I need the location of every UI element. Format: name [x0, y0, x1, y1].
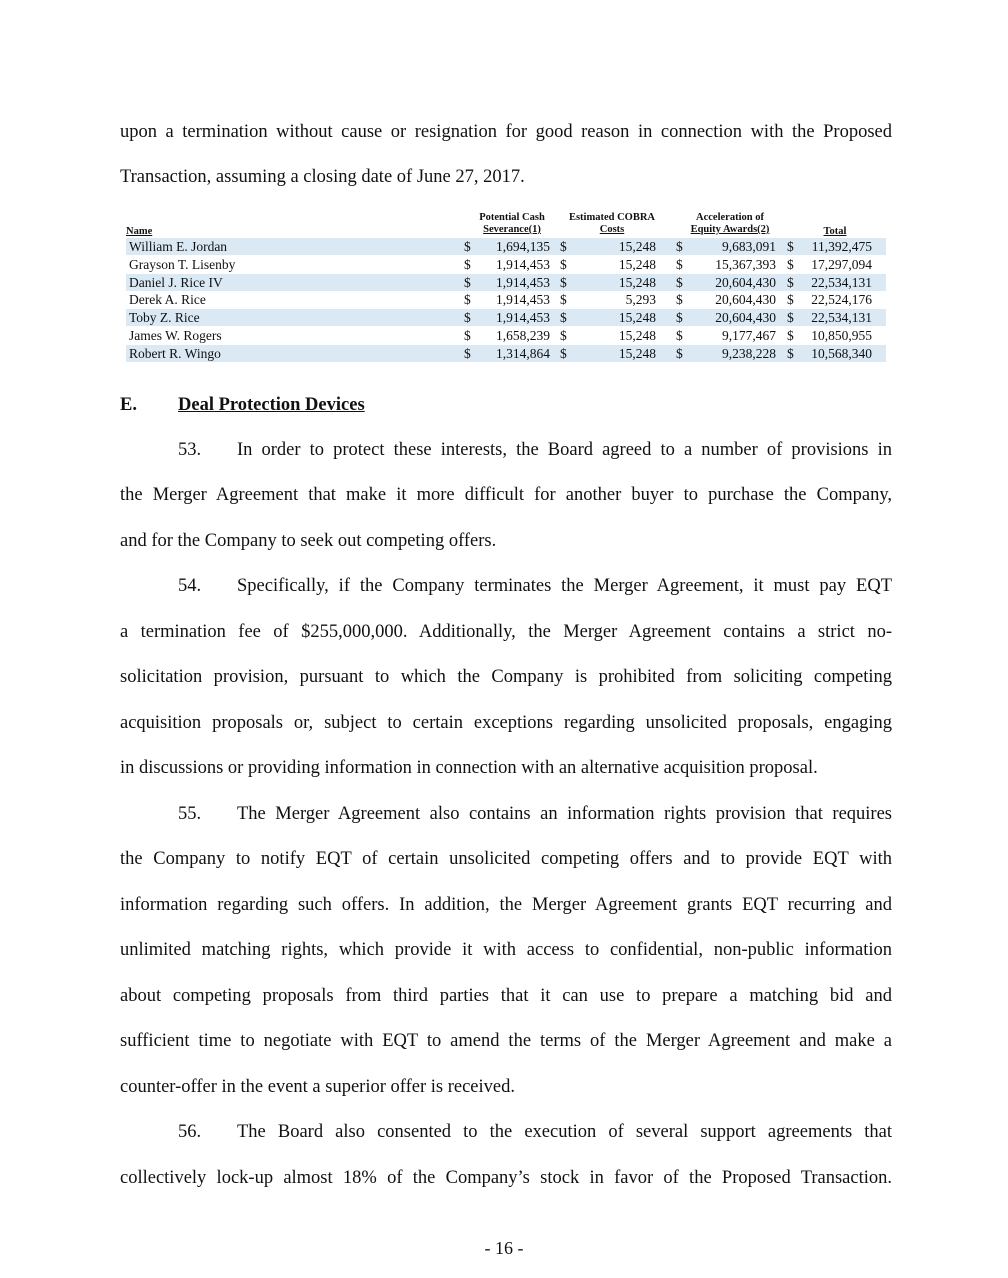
cell-total-currency: $ [787, 239, 794, 254]
para-56-number: 56. [178, 1122, 202, 1142]
section-letter: E. [120, 395, 137, 415]
cell-acceleration: 20,604,430 [715, 310, 776, 326]
table-row [126, 256, 886, 273]
cell-cobra: 5,293 [625, 292, 656, 308]
cell-accel-currency: $ [676, 256, 683, 272]
cell-accel-currency: $ [676, 345, 683, 361]
cell-acceleration: 9,683,091 [722, 239, 776, 254]
table-row [126, 291, 886, 308]
section-title: Deal Protection Devices [178, 395, 365, 415]
table-row [126, 274, 886, 291]
cell-name: William E. Jordan [129, 239, 228, 254]
cell-name: Derek A. Rice [129, 292, 206, 308]
para-53-line-3: and for the Company to seek out competing offers. [120, 531, 497, 551]
header-name: Name [126, 226, 153, 237]
cell-cobra-currency: $ [560, 274, 567, 290]
para-55-number: 55. [178, 804, 202, 824]
para-53-number: 53. [178, 440, 202, 460]
para-55-line-4: unlimited matching rights, which provide it with access to confidential, non-public information [120, 940, 892, 960]
cell-cobra-currency: $ [560, 328, 567, 343]
para-55-line-1: The Merger Agreement also contains an information rights provision that requires [237, 804, 892, 824]
cell-name: Grayson T. Lisenby [129, 256, 236, 272]
cell-total: 11,392,475 [811, 239, 872, 254]
cell-accel-currency: $ [676, 292, 683, 308]
intro-line-1: upon a termination without cause or resignation for good reason in connection with the Proposed [120, 122, 892, 142]
table-row [126, 327, 886, 344]
cell-cobra: 15,248 [618, 310, 656, 326]
para-55-line-6: sufficient time to negotiate with EQT to amend the terms of the Merger Agreement and make a [120, 1031, 892, 1051]
cell-accel-currency: $ [676, 239, 683, 254]
cell-total: 10,568,340 [811, 345, 872, 361]
cell-total-currency: $ [787, 310, 794, 326]
cell-cobra-currency: $ [560, 239, 567, 254]
cell-cash-currency: $ [464, 328, 471, 343]
cell-cobra-currency: $ [560, 292, 567, 308]
para-54-line-4: acquisition proposals or, subject to certain exceptions regarding unsolicited proposals, engaging [120, 713, 892, 733]
cell-total: 10,850,955 [811, 328, 872, 343]
cell-accel-currency: $ [676, 310, 683, 326]
cell-cash: 1,914,453 [496, 292, 550, 308]
table-row [126, 238, 886, 255]
cell-cash-currency: $ [464, 292, 471, 308]
cell-name: Robert R. Wingo [129, 345, 221, 361]
header-cobra: Estimated COBRA Costs [568, 212, 656, 235]
para-55-line-2: the Company to notify EQT of certain unsolicited competing offers and to provide EQT with [120, 849, 892, 869]
cell-cash: 1,914,453 [496, 274, 550, 290]
cell-cash-currency: $ [464, 345, 471, 361]
para-54-line-5: in discussions or providing information in connection with an alternative acquisition proposal. [120, 758, 818, 778]
cell-total: 22,534,131 [811, 310, 872, 326]
cell-acceleration: 20,604,430 [715, 292, 776, 308]
cell-total-currency: $ [787, 274, 794, 290]
para-55-line-5: about competing proposals from third parties that it can use to prepare a matching bid and [120, 986, 892, 1006]
cell-cobra: 15,248 [618, 256, 656, 272]
header-total: Total [823, 226, 847, 237]
cell-cobra: 15,248 [618, 328, 656, 343]
para-53-line-1: In order to protect these interests, the Board agreed to a number of provisions in [237, 440, 892, 460]
cell-total: 22,534,131 [811, 274, 872, 290]
header-acceleration: Acceleration of Equity Awards(2) [690, 212, 770, 235]
cell-cash-currency: $ [464, 256, 471, 272]
page-number: - 16 - [484, 1238, 524, 1258]
cell-cobra-currency: $ [560, 310, 567, 326]
cell-cash: 1,658,239 [496, 328, 550, 343]
para-56-line-1: The Board also consented to the execution of several support agreements that [237, 1122, 892, 1142]
cell-cash: 1,914,453 [496, 256, 550, 272]
cell-cobra: 15,248 [618, 274, 656, 290]
cell-accel-currency: $ [676, 274, 683, 290]
cell-name: James W. Rogers [129, 328, 222, 343]
table-row [126, 345, 886, 362]
cell-cash: 1,914,453 [496, 310, 550, 326]
para-53-line-2: the Merger Agreement that make it more difficult for another buyer to purchase the Company, [120, 485, 892, 505]
cell-total-currency: $ [787, 292, 794, 308]
cell-cash-currency: $ [464, 239, 471, 254]
header-cash: Potential Cash Severance(1) [479, 212, 545, 235]
para-55-line-7: counter-offer in the event a superior offer is received. [120, 1077, 515, 1097]
para-54-number: 54. [178, 576, 202, 596]
cell-total-currency: $ [787, 328, 794, 343]
para-54-line-2: a termination fee of $255,000,000. Additionally, the Merger Agreement contains a strict no- [120, 622, 892, 642]
cell-acceleration: 9,177,467 [722, 328, 776, 343]
para-54-line-3: solicitation provision, pursuant to which the Company is prohibited from soliciting competing [120, 667, 892, 687]
cell-total-currency: $ [787, 345, 794, 361]
para-56-line-2: collectively lock-up almost 18% of the Company’s stock in favor of the Proposed Transaction. [120, 1168, 892, 1188]
cell-cash: 1,314,864 [496, 345, 550, 361]
cell-cobra-currency: $ [560, 345, 567, 361]
cell-total-currency: $ [787, 256, 794, 272]
cell-acceleration: 15,367,393 [715, 256, 776, 272]
cell-total: 17,297,094 [811, 256, 872, 272]
cell-acceleration: 20,604,430 [715, 274, 776, 290]
cell-total: 22,524,176 [811, 292, 872, 308]
intro-line-2: Transaction, assuming a closing date of June 27, 2017. [120, 167, 525, 187]
cell-cobra: 15,248 [618, 345, 656, 361]
para-55-line-3: information regarding such offers. In addition, the Merger Agreement grants EQT recurring and [120, 895, 892, 915]
cell-cash: 1,694,135 [496, 239, 550, 254]
cell-accel-currency: $ [676, 328, 683, 343]
para-54-line-1: Specifically, if the Company terminates the Merger Agreement, it must pay EQT [237, 576, 892, 596]
cell-cobra: 15,248 [618, 239, 656, 254]
cell-name: Toby Z. Rice [129, 310, 200, 326]
cell-cash-currency: $ [464, 310, 471, 326]
cell-cash-currency: $ [464, 274, 471, 290]
cell-cobra-currency: $ [560, 256, 567, 272]
table-row [126, 309, 886, 326]
cell-acceleration: 9,238,228 [722, 345, 776, 361]
cell-name: Daniel J. Rice IV [129, 274, 223, 290]
